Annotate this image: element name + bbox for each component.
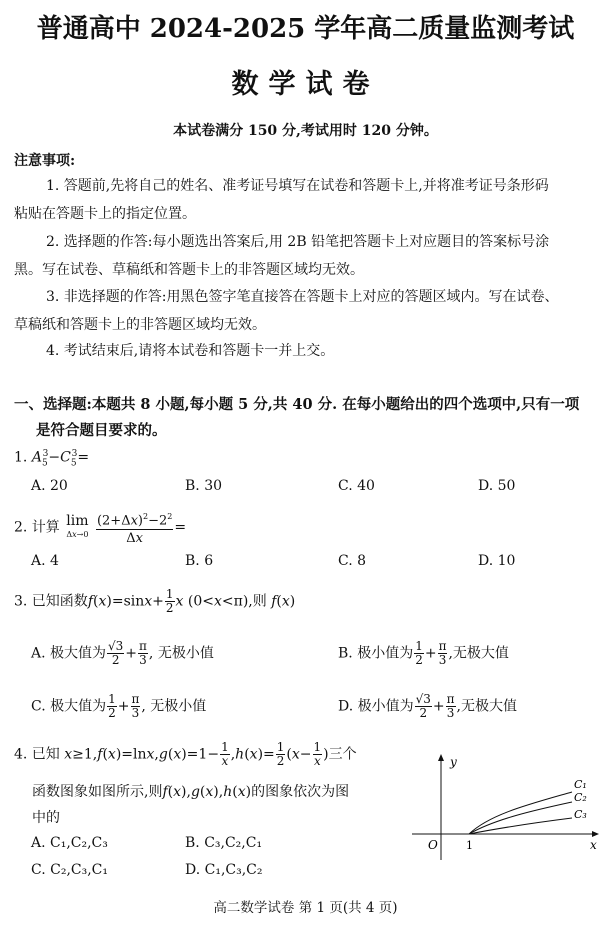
y-axis-label: y [450,755,457,769]
notice-line: 粘贴在答题卡上的指定位置。 [14,206,196,222]
option-c: C. 40 [338,478,375,494]
curve-label: C₁ [574,778,587,791]
notice-line: 2. 选择题的作答:每小题选出答案后,用 2B 铅笔把答题卡上对应题目的答案标号涂 [46,234,550,250]
option-c: C. 极大值为 $\frac{1}{2}$ + $\frac{\pi}{3}$ , 无极小值 [31,692,207,720]
x-axis-label: x [590,838,597,852]
origin-label: O [428,838,438,852]
option-d: D. 10 [478,553,516,569]
option-b: B. C₃,C₂,C₁ [185,835,263,851]
question-1: 1. $A_5^3-C_5^3=$ [14,449,90,469]
question-4: 4. 已知 x≥1,f(x)=lnx,g(x)=1− $\frac{1}{x}$ ,h(x)= $\frac{1}{2}$ (x− $\frac{1}{x}$ )三个 [14,740,357,768]
option-a: A. 20 [31,478,68,494]
option-d: D. C₁,C₃,C₂ [185,862,263,878]
option-c: C. C₂,C₃,C₁ [31,862,108,878]
question-prefix: 4. 已知 [14,746,60,763]
notice-line: 3. 非选择题的作答:用黑色签字笔直接答在答题卡上对应的答题区域内。写在试卷、 [46,289,559,305]
question-number: 1. [14,449,28,466]
notice-line: 草稿纸和答题卡上的非答题区域均无效。 [14,317,266,333]
option-b: B. 6 [185,553,214,569]
exam-subtitle: 数学试卷 [231,69,380,100]
notice-item [14,172,599,228]
notice-heading: 注意事项: [14,153,76,169]
question-4-line3: 中的 [32,810,60,826]
x-axis-arrow [592,831,599,837]
question-4-line2: 函数图象如图所示,则f(x),g(x),h(x)的图象依次为图 [32,784,350,800]
curve-label: C₃ [574,808,587,821]
notice-line: 1. 答题前,先将自己的姓名、准考证号填写在试卷和答题卡上,并将准考证号条形码 [46,178,549,194]
notice-item [14,228,599,284]
question-2: 2. 计算 lim Δx→0 $\frac{(2+\Delta x)^2-2^2}{\Delta x}$ = [14,508,186,547]
notice-item [14,337,599,365]
page-footer: 高二数学试卷 第 1 页(共 4 页) [213,900,398,916]
notice-line: 4. 考试结束后,请将本试卷和答题卡一并上交。 [46,343,335,359]
option-b: B. 极小值为 $\frac{1}{2}$ + $\frac{\pi}{3}$ ,无极大值 [338,639,509,667]
option-a: A. 极大值为 $\frac{√3}{2}$ + $\frac{\pi}{3}$ , 无极小值 [31,639,214,667]
section-line: 是符合题目要求的。 [36,422,167,439]
tick-label: 1 [466,839,473,852]
y-axis-arrow [438,754,444,761]
option-d: D. 50 [478,478,516,494]
question-3: 3. 已知函数f(x)=sinx+ $\frac{1}{2}$ x (0<x<π),则 f(x) [14,587,296,615]
option-a: A. 4 [31,553,59,569]
question-prefix: 3. 已知函数 [14,593,88,610]
option-d: D. 极小值为 $\frac{√3}{2}$ + $\frac{\pi}{3}$ ,无极大值 [338,692,517,720]
function-graph [410,752,605,862]
option-b: B. 30 [185,478,223,494]
score-line: 本试卷满分 150 分,考试用时 120 分钟。 [173,123,438,139]
section-heading [14,392,604,444]
option-a: A. C₁,C₂,C₃ [31,835,108,851]
curve-c1 [469,792,572,834]
exam-title: 普通高中 2024-2025 学年高二质量监测考试 [36,14,575,44]
notice-item [14,283,599,339]
curve-label: C₂ [574,791,587,804]
option-c: C. 8 [338,553,367,569]
section-line: 一、选择题:本题共 8 小题,每小题 5 分,共 40 分. 在每小题给出的四个选项中,只有一项 [14,396,580,413]
question-prefix: 2. 计算 [14,519,60,536]
notice-line: 黑。写在试卷、草稿纸和答题卡上的非答题区域均无效。 [14,262,364,278]
